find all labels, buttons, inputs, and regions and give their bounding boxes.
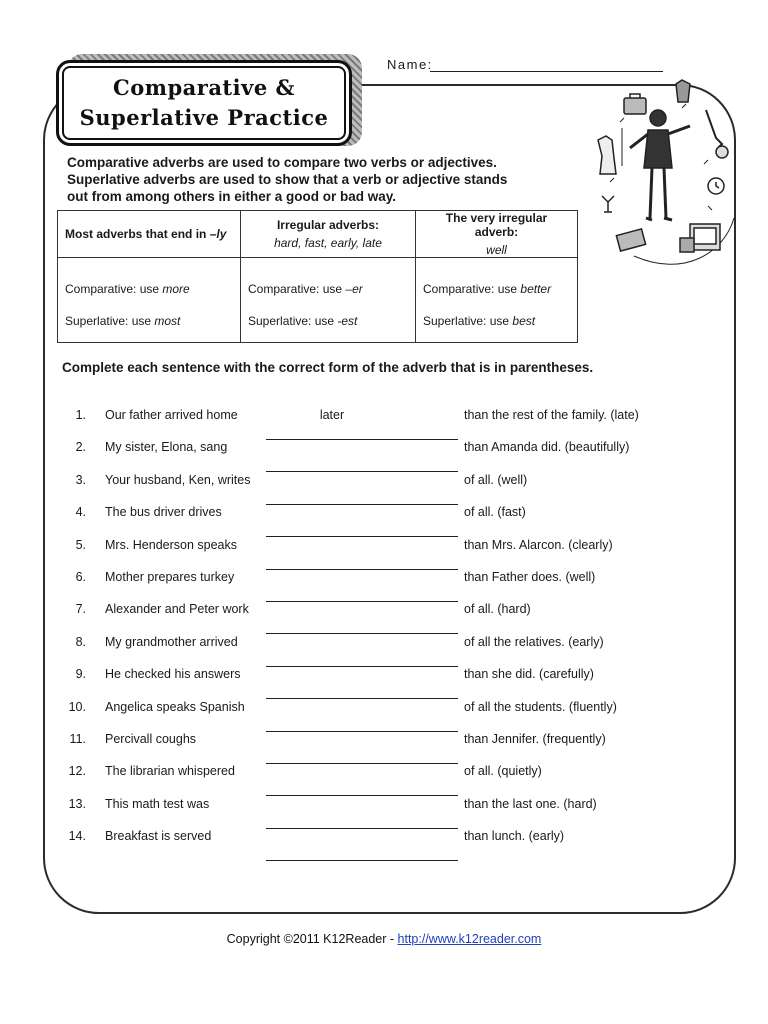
col1-header-suffix: –ly xyxy=(209,227,227,241)
col2-rules xyxy=(241,258,416,343)
col1-superlative-text: Superlative: use xyxy=(65,313,155,328)
exercise-row xyxy=(0,797,768,817)
col3-superlative-word: best xyxy=(512,313,536,328)
exercise-tail: of all. (well) xyxy=(464,473,528,487)
exercise-tail: of all. (hard) xyxy=(464,602,531,616)
intro-paragraph xyxy=(67,154,587,205)
businesswoman-juggling-icon xyxy=(594,78,744,274)
intro-line-2: Superlative adverbs are used to show that a verb or adjective stands xyxy=(67,172,508,187)
exercise-number: 5. xyxy=(75,538,86,552)
table-header-row xyxy=(58,211,578,258)
col2-comparative xyxy=(248,282,408,296)
name-field[interactable] xyxy=(430,71,663,72)
col2-header xyxy=(241,211,416,258)
col1-rules xyxy=(58,258,241,343)
exercise-stem: Breakfast is served xyxy=(105,829,212,843)
col3-comparative-word: better xyxy=(520,281,552,296)
footer xyxy=(0,932,768,946)
col2-comparative-text: Comparative: use xyxy=(248,281,346,296)
exercise-stem: My sister, Elona, sang xyxy=(105,440,228,454)
exercise-row xyxy=(0,667,768,687)
col1-header xyxy=(58,211,241,258)
col2-superlative xyxy=(248,314,408,328)
table-rules-row xyxy=(58,258,578,343)
col3-comparative-text: Comparative: use xyxy=(423,281,521,296)
col2-superlative-text: Superlative: use xyxy=(248,313,338,328)
exercise-tail: than Jennifer. (frequently) xyxy=(464,732,606,746)
copyright-text: Copyright ©2011 K12Reader - xyxy=(226,932,398,946)
title-box xyxy=(56,60,352,146)
exercise-tail: than Father does. (well) xyxy=(464,570,596,584)
exercise-number: 13. xyxy=(68,797,86,811)
exercise-tail: of all the students. (fluently) xyxy=(464,700,617,714)
exercise-row xyxy=(0,700,768,720)
exercise-number: 8. xyxy=(75,635,86,649)
exercise-stem: My grandmother arrived xyxy=(105,635,238,649)
intro-line-3: out from among others in either a good or bad way. xyxy=(67,189,397,204)
exercise-row xyxy=(0,473,768,493)
exercise-number: 9. xyxy=(75,667,86,681)
col3-header-subtext: well xyxy=(486,243,507,257)
exercise-tail: of all the relatives. (early) xyxy=(464,635,604,649)
exercise-tail: than she did. (carefully) xyxy=(464,667,594,681)
col3-header xyxy=(416,211,578,258)
adverb-rules-table xyxy=(57,210,578,343)
exercise-row xyxy=(0,408,768,428)
col3-superlative xyxy=(423,314,570,328)
exercise-number: 11. xyxy=(69,732,86,746)
col3-comparative xyxy=(423,282,570,296)
exercise-stem: Our father arrived home xyxy=(105,408,238,422)
col1-header-text: Most adverbs that end in xyxy=(65,227,210,241)
exercise-stem: Alexander and Peter work xyxy=(105,602,249,616)
exercise-instructions: Complete each sentence with the correct form of the adverb that is in parentheses. xyxy=(62,360,594,375)
exercise-row xyxy=(0,602,768,622)
intro-line-1: Comparative adverbs are used to compare two verbs or adjectives. xyxy=(67,155,497,170)
col1-superlative-word: most xyxy=(154,313,181,328)
exercise-tail: than the last one. (hard) xyxy=(464,797,597,811)
exercise-answer: later xyxy=(319,408,345,422)
exercise-row xyxy=(0,505,768,525)
exercise-row xyxy=(0,440,768,460)
col2-header-text: Irregular adverbs: xyxy=(276,218,380,232)
exercise-stem: The librarian whispered xyxy=(105,764,235,778)
col3-header-text: The very irregular adverb: xyxy=(445,211,548,239)
col2-header-subtext: hard, fast, early, late xyxy=(274,236,382,250)
exercise-tail: than Mrs. Alarcon. (clearly) xyxy=(464,538,613,552)
exercise-stem: The bus driver drives xyxy=(105,505,222,519)
exercise-stem: He checked his answers xyxy=(105,667,241,681)
name-label: Name: xyxy=(387,57,433,72)
exercise-row xyxy=(0,635,768,655)
exercise-number: 10. xyxy=(68,700,86,714)
exercise-number: 2. xyxy=(75,440,86,454)
col1-comparative-word: more xyxy=(162,281,190,296)
exercise-number: 3. xyxy=(75,473,86,487)
title-line-2: Superlative Practice xyxy=(79,105,329,130)
exercise-tail: than Amanda did. (beautifully) xyxy=(464,440,630,454)
exercise-row xyxy=(0,538,768,558)
exercise-number: 4. xyxy=(75,505,86,519)
col1-comparative-text: Comparative: use xyxy=(65,281,163,296)
exercise-tail: than the rest of the family. (late) xyxy=(464,408,639,422)
exercise-row xyxy=(0,732,768,752)
col2-superlative-word: -est xyxy=(337,313,358,328)
exercise-tail: of all. (quietly) xyxy=(464,764,542,778)
title-line-1: Comparative & xyxy=(113,75,295,100)
k12reader-link[interactable]: http://www.k12reader.com xyxy=(397,932,542,946)
exercise-row xyxy=(0,829,768,849)
exercise-row xyxy=(0,764,768,784)
col3-rules xyxy=(416,258,578,343)
exercise-number: 6. xyxy=(75,570,86,584)
exercise-number: 12. xyxy=(68,764,86,778)
exercise-stem: Mrs. Henderson speaks xyxy=(105,538,238,552)
col1-comparative xyxy=(65,282,233,296)
exercise-number: 7. xyxy=(75,602,86,616)
col1-superlative xyxy=(65,314,233,328)
exercise-stem: Angelica speaks Spanish xyxy=(105,700,245,714)
exercise-tail: of all. (fast) xyxy=(464,505,526,519)
exercise-tail: than lunch. (early) xyxy=(464,829,565,843)
col2-comparative-word: –er xyxy=(345,281,363,296)
exercise-stem: Your husband, Ken, writes xyxy=(105,473,251,487)
col3-superlative-text: Superlative: use xyxy=(423,313,513,328)
exercise-stem: Percivall coughs xyxy=(105,732,197,746)
exercise-row xyxy=(0,570,768,590)
exercise-stem: This math test was xyxy=(105,797,210,811)
exercise-number: 14. xyxy=(68,829,86,843)
exercise-number: 1. xyxy=(75,408,86,422)
exercise-stem: Mother prepares turkey xyxy=(105,570,235,584)
